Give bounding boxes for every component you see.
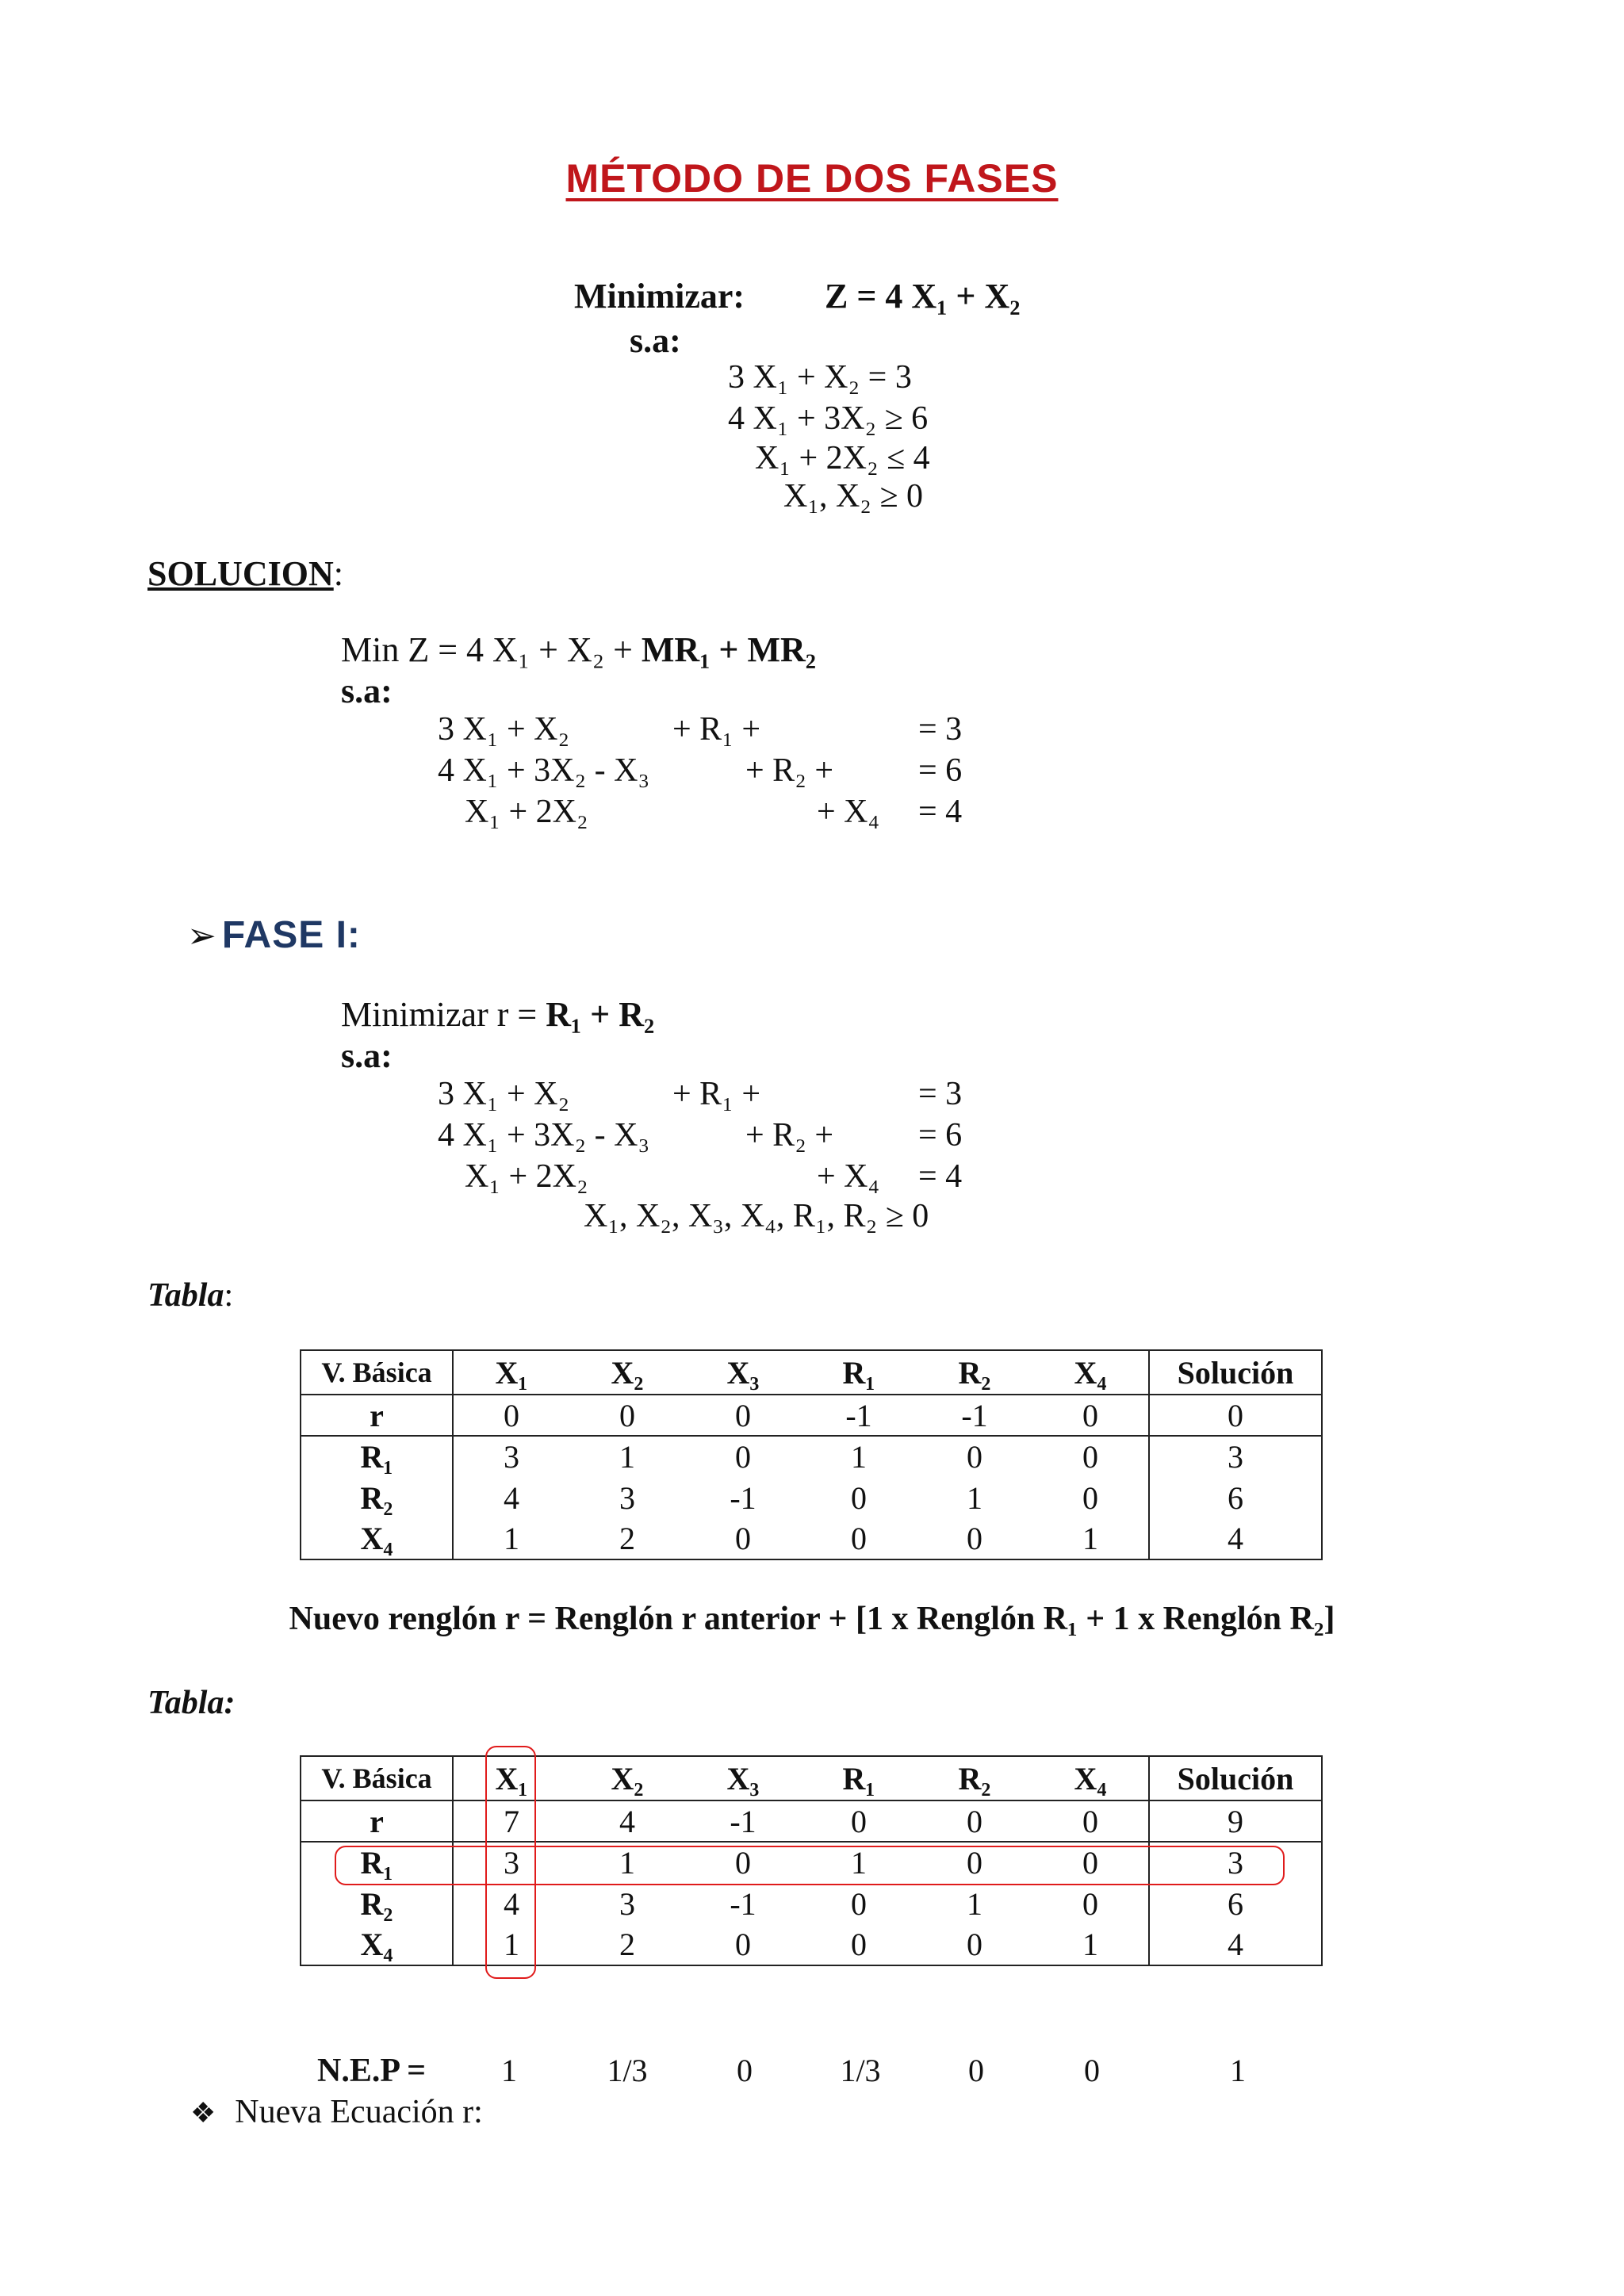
sol-row-3-a: X₁ + 2X₂ xyxy=(465,794,588,830)
f1-nonneg: X₁, X₂, X₃, X₄, R₁, R₂ ≥ 0 xyxy=(584,1198,929,1234)
cell: 0 xyxy=(851,1885,867,1922)
cell: -1 xyxy=(801,1395,917,1436)
cell: 7 xyxy=(453,1800,569,1842)
solucion-heading: SOLUCION: xyxy=(147,554,343,593)
cell: 4 xyxy=(1149,1518,1322,1559)
cell: 0 xyxy=(1082,1885,1098,1922)
simplex-table-1 xyxy=(300,1349,1323,1560)
header-x4: X₄ xyxy=(1032,1350,1149,1395)
row-label: X₄ xyxy=(301,1518,453,1559)
constraint-3: X₁ + 2X₂ ≤ 4 xyxy=(755,440,930,476)
nep-value: 1/3 xyxy=(840,2053,881,2088)
constraint-1: 3 X₁ + X₂ = 3 xyxy=(728,359,912,396)
minimizar-label: Minimizar: xyxy=(574,277,745,316)
cell: 1 xyxy=(504,1521,519,1556)
row-label: R₁ xyxy=(301,1436,453,1477)
row-label: R₂ xyxy=(301,1477,453,1518)
nep-value: 1 xyxy=(1230,2053,1246,2088)
tabla2-label: Tabla: xyxy=(147,1685,236,1721)
cell: -1 xyxy=(730,1479,756,1516)
header-x1: X₁ xyxy=(453,1350,569,1395)
header-r2: R₂ xyxy=(917,1756,1032,1800)
cell: 9 xyxy=(1149,1800,1322,1842)
min-z-objective: Min Z = 4 X₁ + X₂ + MR₁ + MR₂ xyxy=(341,630,816,669)
pivot-row-highlight xyxy=(335,1846,1285,1885)
cell: 4 xyxy=(569,1800,685,1842)
page-title: MÉTODO DE DOS FASES xyxy=(565,156,1059,201)
sol-row-2-rhs: = 6 xyxy=(918,752,963,789)
header-x4: X₄ xyxy=(1032,1756,1149,1800)
diamond-bullet-icon: ❖ xyxy=(190,2097,216,2129)
cell: 0 xyxy=(685,1395,801,1436)
fase1-sa: s.a: xyxy=(341,1036,393,1075)
cell: 0 xyxy=(1149,1395,1322,1436)
f1-row-1-b: + R₁ + xyxy=(672,1076,761,1112)
cell: 4 xyxy=(504,1479,519,1516)
header-v-basica: V. Básica xyxy=(301,1350,453,1395)
cell: 1 xyxy=(619,1439,635,1475)
cell: 1 xyxy=(851,1845,867,1881)
cell: 0 xyxy=(1082,1845,1098,1881)
sol-row-3-rhs: = 4 xyxy=(918,794,963,830)
header-v-basica: V. Básica xyxy=(301,1756,453,1800)
cell: 0 xyxy=(453,1395,569,1436)
subject-to-label: s.a: xyxy=(630,321,681,360)
cell: 1 xyxy=(1082,1927,1098,1962)
f1-row-3-b: + X₄ xyxy=(817,1158,880,1195)
table-row xyxy=(301,1800,1322,1842)
cell: 1 xyxy=(851,1439,867,1475)
arrow-bullet-icon: ➢ xyxy=(187,916,217,955)
cell: 1 xyxy=(967,1885,982,1922)
cell: 0 xyxy=(967,1439,982,1475)
tabla1-label: Tabla: xyxy=(147,1277,234,1314)
cell: -1 xyxy=(917,1395,1032,1436)
cell: 0 xyxy=(801,1800,917,1842)
nuevo-renglon-formula: Nuevo renglón r = Renglón r anterior + [1 x Renglón R₁ + 1 x Renglón R₂] xyxy=(289,1601,1335,1637)
table-row xyxy=(301,1883,1322,1924)
f1-row-2-rhs: = 6 xyxy=(918,1117,963,1154)
cell: 0 xyxy=(1082,1439,1098,1475)
fase1-heading: ➢ FASE I: xyxy=(187,914,361,956)
header-x1: X₁ xyxy=(453,1756,569,1800)
cell: 0 xyxy=(1032,1395,1149,1436)
cell: 3 xyxy=(619,1885,635,1922)
nep-value: 1/3 xyxy=(607,2053,648,2088)
table-row xyxy=(301,1924,1322,1965)
cell: 6 xyxy=(1149,1477,1322,1518)
sol-row-3-b: + X₄ xyxy=(817,794,880,830)
objective-function: Z = 4 X₁ + X₂ xyxy=(825,277,1021,316)
row-label: X₄ xyxy=(301,1924,453,1965)
solucion-sa: s.a: xyxy=(341,672,393,710)
nep-value: 0 xyxy=(968,2053,984,2088)
table-row xyxy=(301,1477,1322,1518)
cell: 3 xyxy=(504,1439,519,1475)
header-r1: R₁ xyxy=(801,1756,917,1800)
row-label: R₂ xyxy=(301,1883,453,1924)
f1-row-3-rhs: = 4 xyxy=(918,1158,963,1195)
cell: 1 xyxy=(967,1479,982,1516)
header-x3: X₃ xyxy=(685,1350,801,1395)
header-r2: R₂ xyxy=(917,1350,1032,1395)
cell: 3 xyxy=(619,1479,635,1516)
header-x2: X₂ xyxy=(569,1350,685,1395)
constraint-nonneg: X₁, X₂ ≥ 0 xyxy=(783,478,923,515)
sol-row-2-b: + R₂ + xyxy=(745,752,834,789)
sol-row-1-b: + R₁ + xyxy=(672,711,761,748)
nep-label: N.E.P = xyxy=(317,2053,427,2089)
cell: 0 xyxy=(967,1927,982,1962)
cell: 0 xyxy=(569,1395,685,1436)
f1-row-1-a: 3 X₁ + X₂ xyxy=(438,1076,570,1112)
header-r1: R₁ xyxy=(801,1350,917,1395)
f1-row-2-a: 4 X₁ + 3X₂ - X₃ xyxy=(438,1117,650,1154)
nep-value: 0 xyxy=(737,2053,753,2088)
cell: 0 xyxy=(735,1521,751,1556)
header-x3: X₃ xyxy=(685,1756,801,1800)
cell: 0 xyxy=(851,1479,867,1516)
table-row xyxy=(301,1518,1322,1559)
sol-row-1-a: 3 X₁ + X₂ xyxy=(438,711,570,748)
cell: 2 xyxy=(619,1927,635,1962)
cell: 0 xyxy=(967,1521,982,1556)
fase1-objective: Minimizar r = R₁ + R₂ xyxy=(341,995,655,1034)
cell: 3 xyxy=(504,1845,519,1881)
cell: -1 xyxy=(685,1800,801,1842)
cell: 0 xyxy=(735,1845,751,1881)
cell: 1 xyxy=(504,1927,519,1962)
header-solucion: Solución xyxy=(1149,1350,1322,1395)
cell: 2 xyxy=(619,1521,635,1556)
header-x2: X₂ xyxy=(569,1756,685,1800)
row-label: r xyxy=(301,1395,453,1436)
f1-row-1-rhs: = 3 xyxy=(918,1076,963,1112)
nep-value: 0 xyxy=(1084,2053,1100,2088)
nueva-ecuacion-bullet: ❖ Nueva Ecuación r: xyxy=(190,2094,483,2130)
cell: 0 xyxy=(1082,1479,1098,1516)
f1-row-3-a: X₁ + 2X₂ xyxy=(465,1158,588,1195)
cell: 0 xyxy=(1032,1800,1149,1842)
constraint-2: 4 X₁ + 3X₂ ≥ 6 xyxy=(728,400,929,437)
cell: 0 xyxy=(851,1521,867,1556)
cell: 1 xyxy=(619,1845,635,1881)
cell: 0 xyxy=(917,1800,1032,1842)
cell: 6 xyxy=(1149,1883,1322,1924)
table-row xyxy=(301,1436,1322,1477)
cell: 1 xyxy=(1082,1521,1098,1556)
cell: 3 xyxy=(1149,1842,1322,1883)
header-solucion: Solución xyxy=(1149,1756,1322,1800)
cell: 4 xyxy=(504,1885,519,1922)
row-label: R₁ xyxy=(301,1842,453,1883)
sol-row-2-a: 4 X₁ + 3X₂ - X₃ xyxy=(438,752,650,789)
nep-value: 1 xyxy=(501,2053,517,2088)
sol-row-1-rhs: = 3 xyxy=(918,711,963,748)
table-row xyxy=(301,1395,1322,1436)
cell: 0 xyxy=(735,1439,751,1475)
cell: 0 xyxy=(967,1845,982,1881)
cell: 0 xyxy=(851,1927,867,1962)
cell: 4 xyxy=(1149,1924,1322,1965)
cell: -1 xyxy=(730,1885,756,1922)
f1-row-2-b: + R₂ + xyxy=(745,1117,834,1154)
row-label: r xyxy=(301,1800,453,1842)
cell: 0 xyxy=(735,1927,751,1962)
cell: 3 xyxy=(1149,1436,1322,1477)
